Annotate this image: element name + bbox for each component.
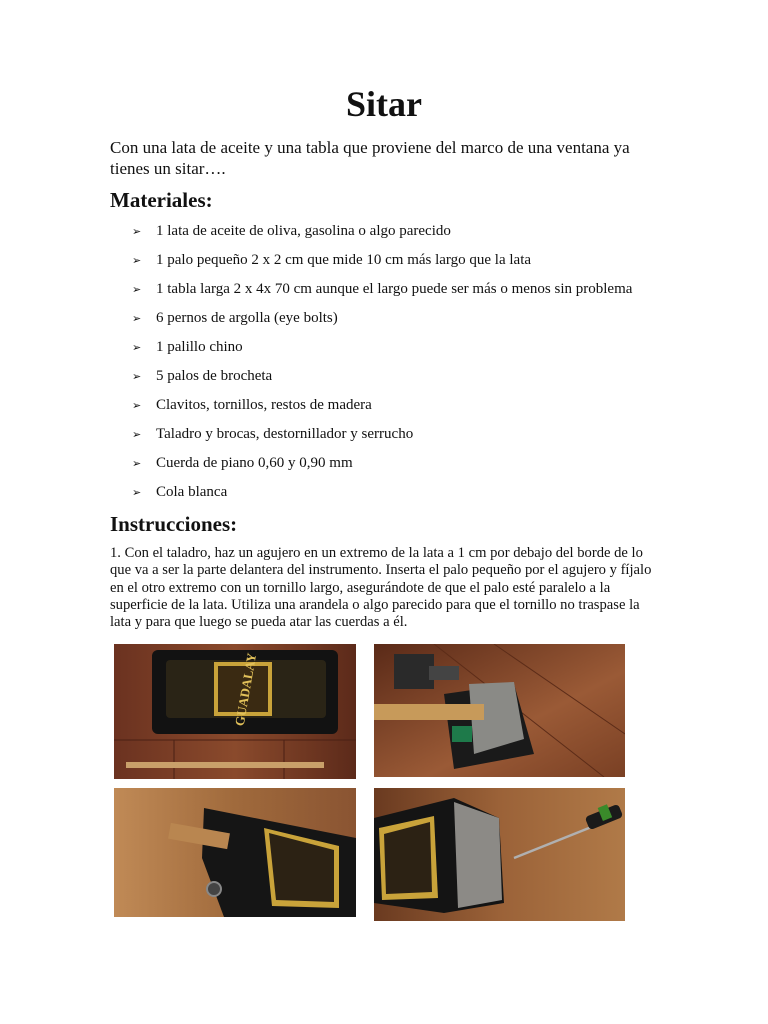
instruction-step-1: 1. Con el taladro, haz un agujero en un extremo de la lata a 1 cm por debajo del borde de lo que va a ser la parte delantera del instrumento. Inserta el palo pequeño por el agujero y fíjalo en el otro extremo con un tornillo largo, asegurándote de que el palo esté paralelo a la superficie de la lata. Utiliza una arandela o algo parecido para que el tornillo no traspase la lata y para que luego se pueda atar las cuerdas a él.	[110, 545, 652, 631]
photo-drilling-can	[374, 644, 625, 777]
photo-stick-through-can	[114, 788, 356, 917]
arrow-bullet-icon: ➢	[132, 399, 142, 412]
list-item: ➢ Taladro y brocas, destornillador y serrucho	[132, 420, 692, 449]
list-item: ➢ 1 palo pequeño 2 x 2 cm que mide 10 cm más largo que la lata	[132, 246, 692, 275]
list-item: ➢ 5 palos de brocheta	[132, 362, 692, 391]
photo-can-and-screwdriver	[374, 788, 625, 921]
arrow-bullet-icon: ➢	[132, 370, 142, 383]
list-item: ➢ 6 pernos de argolla (eye bolts)	[132, 304, 692, 333]
page-title: Sitar	[346, 84, 422, 124]
arrow-bullet-icon: ➢	[132, 341, 142, 354]
materials-list	[132, 217, 692, 507]
instructions-heading: Instrucciones:	[110, 512, 238, 536]
arrow-bullet-icon: ➢	[132, 225, 142, 238]
arrow-bullet-icon: ➢	[132, 486, 142, 499]
intro-paragraph: Con una lata de aceite y una tabla que proviene del marco de una ventana ya tienes un sitar….	[110, 138, 630, 178]
list-item: ➢ 1 tabla larga 2 x 4x 70 cm aunque el largo puede ser más o menos sin problema	[132, 275, 692, 304]
arrow-bullet-icon: ➢	[132, 312, 142, 325]
arrow-bullet-icon: ➢	[132, 457, 142, 470]
arrow-bullet-icon: ➢	[132, 428, 142, 441]
list-item: ➢ Clavitos, tornillos, restos de madera	[132, 391, 692, 420]
arrow-bullet-icon: ➢	[132, 254, 142, 267]
photo-can-and-stick	[114, 644, 356, 779]
list-item: ➢ 1 lata de aceite de oliva, gasolina o algo parecido	[132, 217, 692, 246]
can-label-text: GUADALAY	[231, 651, 260, 728]
list-item: ➢ Cuerda de piano 0,60 y 0,90 mm	[132, 449, 692, 478]
list-item: ➢ 1 palillo chino	[132, 333, 692, 362]
arrow-bullet-icon: ➢	[132, 283, 142, 296]
materials-heading: Materiales:	[110, 188, 213, 212]
list-item: ➢ Cola blanca	[132, 478, 692, 507]
